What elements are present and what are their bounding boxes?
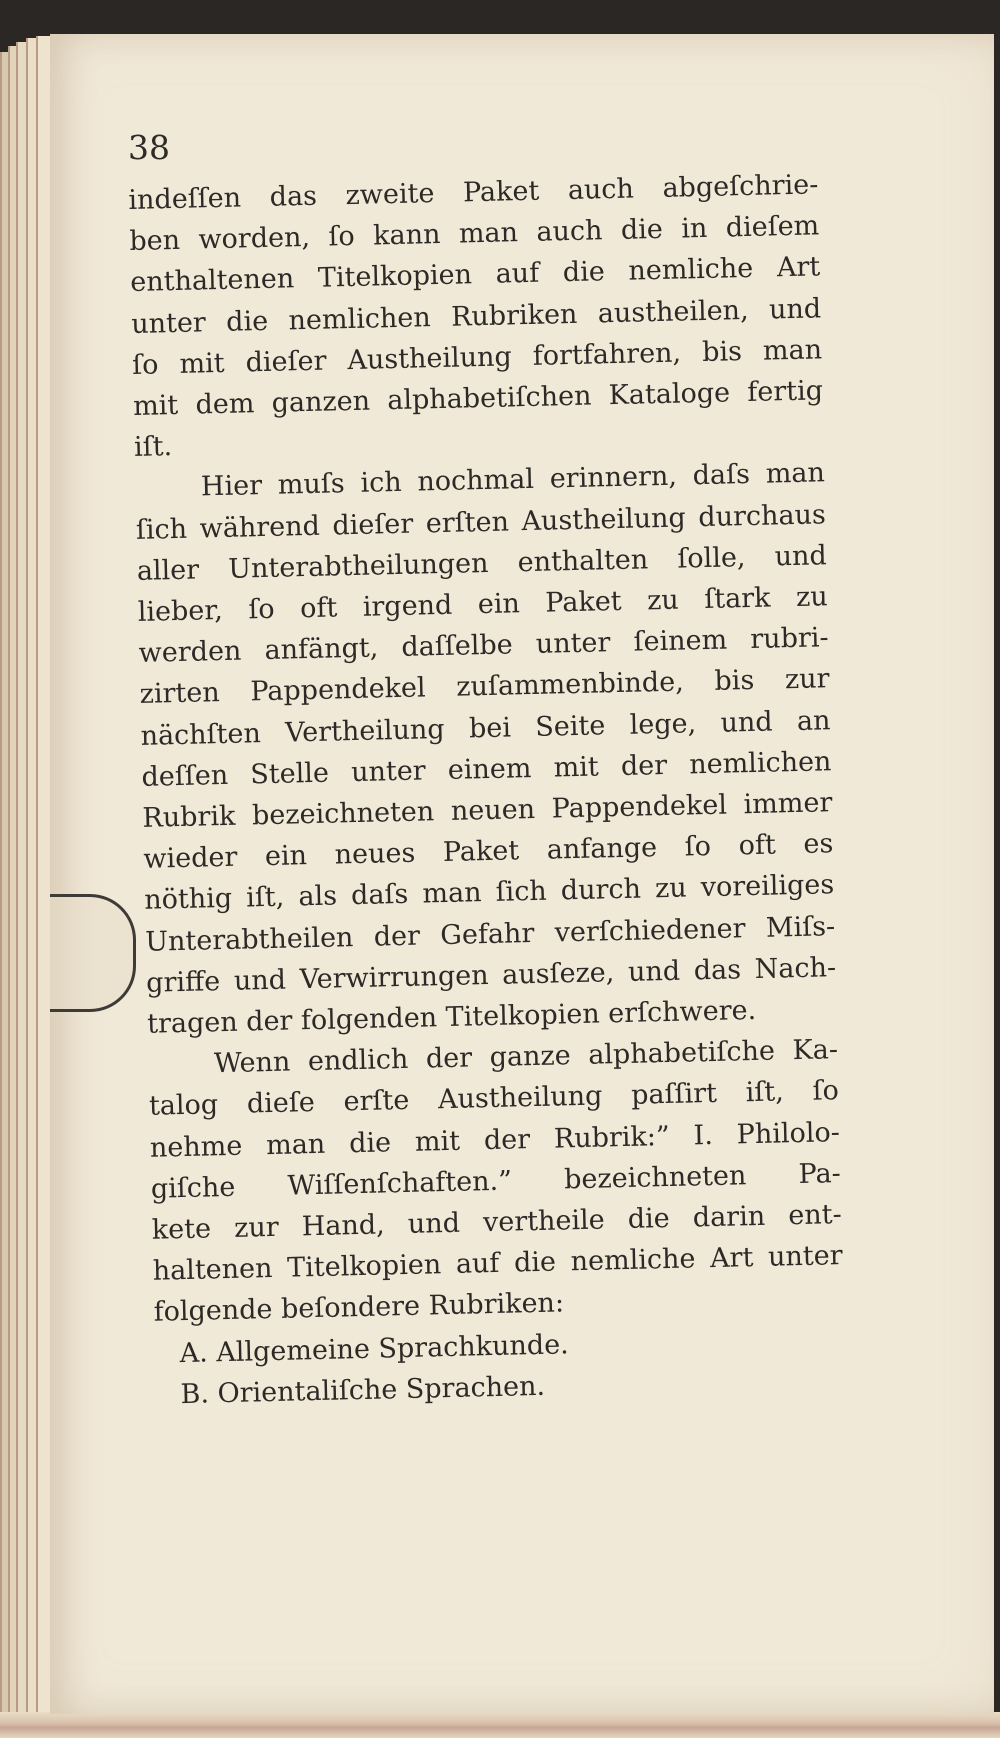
list-item: A. Allgemeine Sprachkunde. <box>179 1328 570 1369</box>
text-line: folgende beſondere Rubriken: <box>153 1287 565 1329</box>
text-line: Unterabtheilen der Gefahr verſchiedener Miſs- <box>144 910 836 958</box>
text-line: tragen der folgenden Titelkopien erſchwere. <box>146 995 757 1040</box>
text-line: ben worden, ſo kann man auch die in dieſem <box>129 210 820 258</box>
text-line: ſich während dieſer erſten Austheilung durchaus <box>135 498 827 546</box>
text-line: aller Unterabtheilungen enthalten ſolle, und <box>136 540 828 587</box>
text-line: griffe und Verwirrungen ausſeze, und das Nach- <box>145 952 837 999</box>
page-number: 38 <box>128 128 170 167</box>
text-line: kete zur Hand, und vertheile die darin ent- <box>151 1199 843 1246</box>
text-line: unter die nemlichen Rubriken austheilen, und <box>130 292 822 340</box>
text-line: werden anfängt, daſſelbe unter ſeinem rubri- <box>138 622 829 670</box>
text-line: Rubrik bezeichneten neuen Pappendekel immer <box>142 787 833 834</box>
text-line: indeſſen das zweite Paket auch abgeſchrie- <box>128 169 819 216</box>
page-bottom-edge <box>0 1712 1000 1738</box>
text-line: haltenen Titelkopien auf die nemliche Art unter <box>152 1240 843 1287</box>
text-line: enthaltenen Titelkopien auf die nemliche Art <box>129 251 821 299</box>
text-line: mit dem ganzen alphabetiſchen Kataloge fertig <box>132 375 824 422</box>
text-line: nehme man die mit der Rubrik:” I. Philolo- <box>149 1116 841 1164</box>
body-text <box>128 164 846 1415</box>
text-line: lieber, ſo oft irgend ein Paket zu ſtark zu <box>137 581 828 628</box>
list-item: B. Orientaliſche Sprachen. <box>180 1370 546 1411</box>
text-line: nöthig iſt, als daſs man ſich durch zu voreiliges <box>144 869 835 917</box>
text-line: talog dieſe erſte Austheilung paſſirt iſt, ſo <box>148 1075 840 1123</box>
binding-clip <box>50 894 136 1012</box>
text-line: deſſen Stelle unter einem mit der nemlichen <box>141 746 832 793</box>
text-line: wieder ein neues Paket anfange ſo oft es <box>143 828 834 876</box>
text-line: giſche Wiſſenſchaften.” bezeichneten Pa- <box>150 1157 842 1205</box>
paragraph-start: Hier muſs ich nochmal erinnern, daſs man <box>200 457 826 503</box>
paragraph-start: Wenn endlich der ganze alphabetiſche Ka- <box>213 1034 839 1080</box>
text-line: zirten Pappendekel zuſammenbinde, bis zur <box>139 663 830 711</box>
text-line: ſo mit dieſer Austheilung fortfahren, bis man <box>131 334 823 381</box>
text-line: iſt. <box>133 431 173 464</box>
text-line: nächſten Vertheilung bei Seite lege, und an <box>140 704 831 752</box>
